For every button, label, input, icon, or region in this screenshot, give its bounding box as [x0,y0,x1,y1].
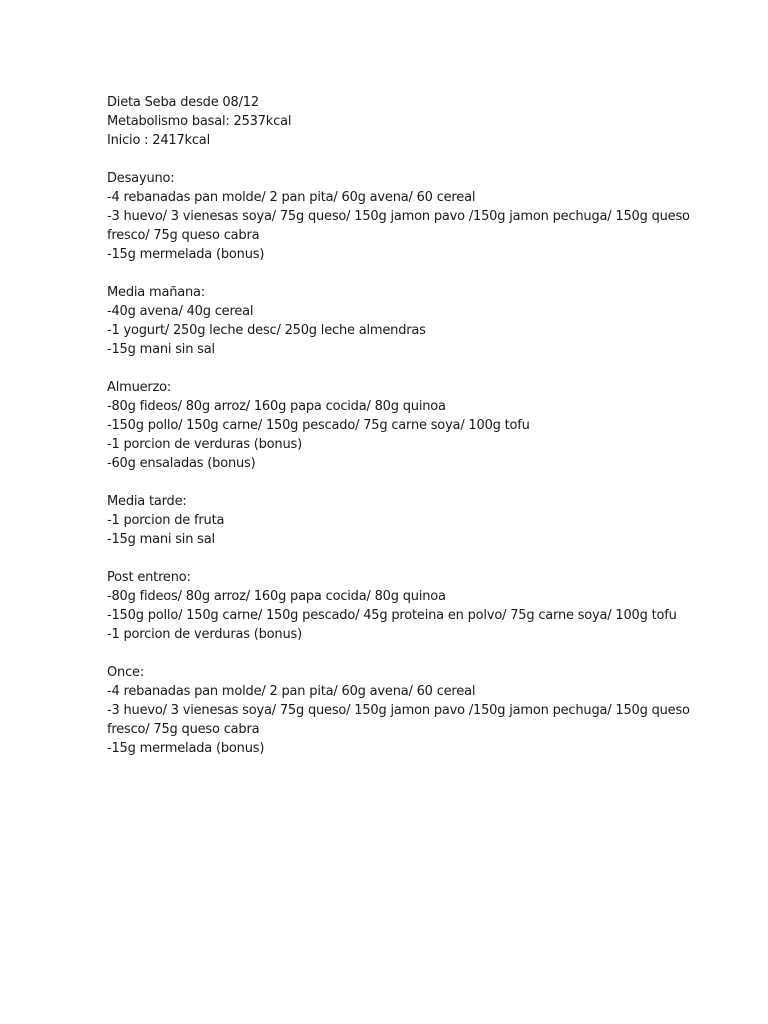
section-heading: Media tarde: [107,494,187,509]
document-header [107,93,727,150]
section-media-manana [107,283,727,359]
list-item: -15g mani sin sal [107,342,215,357]
basal-metabolism: Metabolismo basal: 2537kcal [107,114,292,129]
list-item: -1 yogurt/ 250g leche desc/ 250g leche almendras [107,323,426,338]
section-heading: Once: [107,665,144,680]
list-item: -40g avena/ 40g cereal [107,304,254,319]
section-heading: Media mañana: [107,285,205,300]
list-item: -1 porcion de verduras (bonus) [107,627,302,642]
list-item: -4 rebanadas pan molde/ 2 pan pita/ 60g avena/ 60 cereal [107,684,476,699]
section-desayuno [107,169,727,264]
list-item: -1 porcion de fruta [107,513,225,528]
section-heading: Post entreno: [107,570,191,585]
list-item: -1 porcion de verduras (bonus) [107,437,302,452]
list-item: -80g fideos/ 80g arroz/ 160g papa cocida/ 80g quinoa [107,399,446,414]
section-heading: Desayuno: [107,171,175,186]
section-post-entreno [107,568,727,644]
section-almuerzo [107,378,727,473]
section-once [107,663,727,758]
list-item: -60g ensaladas (bonus) [107,456,256,471]
list-item: -3 huevo/ 3 vienesas soya/ 75g queso/ 150g jamon pavo /150g jamon pechuga/ 150g queso fresco/ 75g queso cabra [107,209,690,243]
start-calories: Inicio : 2417kcal [107,133,210,148]
list-item: -150g pollo/ 150g carne/ 150g pescado/ 45g proteina en polvo/ 75g carne soya/ 100g tofu [107,608,677,623]
document-body [107,93,727,758]
list-item: -4 rebanadas pan molde/ 2 pan pita/ 60g avena/ 60 cereal [107,190,476,205]
list-item: -15g mermelada (bonus) [107,741,265,756]
list-item: -15g mani sin sal [107,532,215,547]
list-item: -80g fideos/ 80g arroz/ 160g papa cocida/ 80g quinoa [107,589,446,604]
list-item: -150g pollo/ 150g carne/ 150g pescado/ 75g carne soya/ 100g tofu [107,418,530,433]
section-heading: Almuerzo: [107,380,172,395]
section-media-tarde [107,492,727,549]
list-item: -3 huevo/ 3 vienesas soya/ 75g queso/ 150g jamon pavo /150g jamon pechuga/ 150g queso fresco/ 75g queso cabra [107,703,690,737]
list-item: -15g mermelada (bonus) [107,247,265,262]
document-title: Dieta Seba desde 08/12 [107,95,259,110]
